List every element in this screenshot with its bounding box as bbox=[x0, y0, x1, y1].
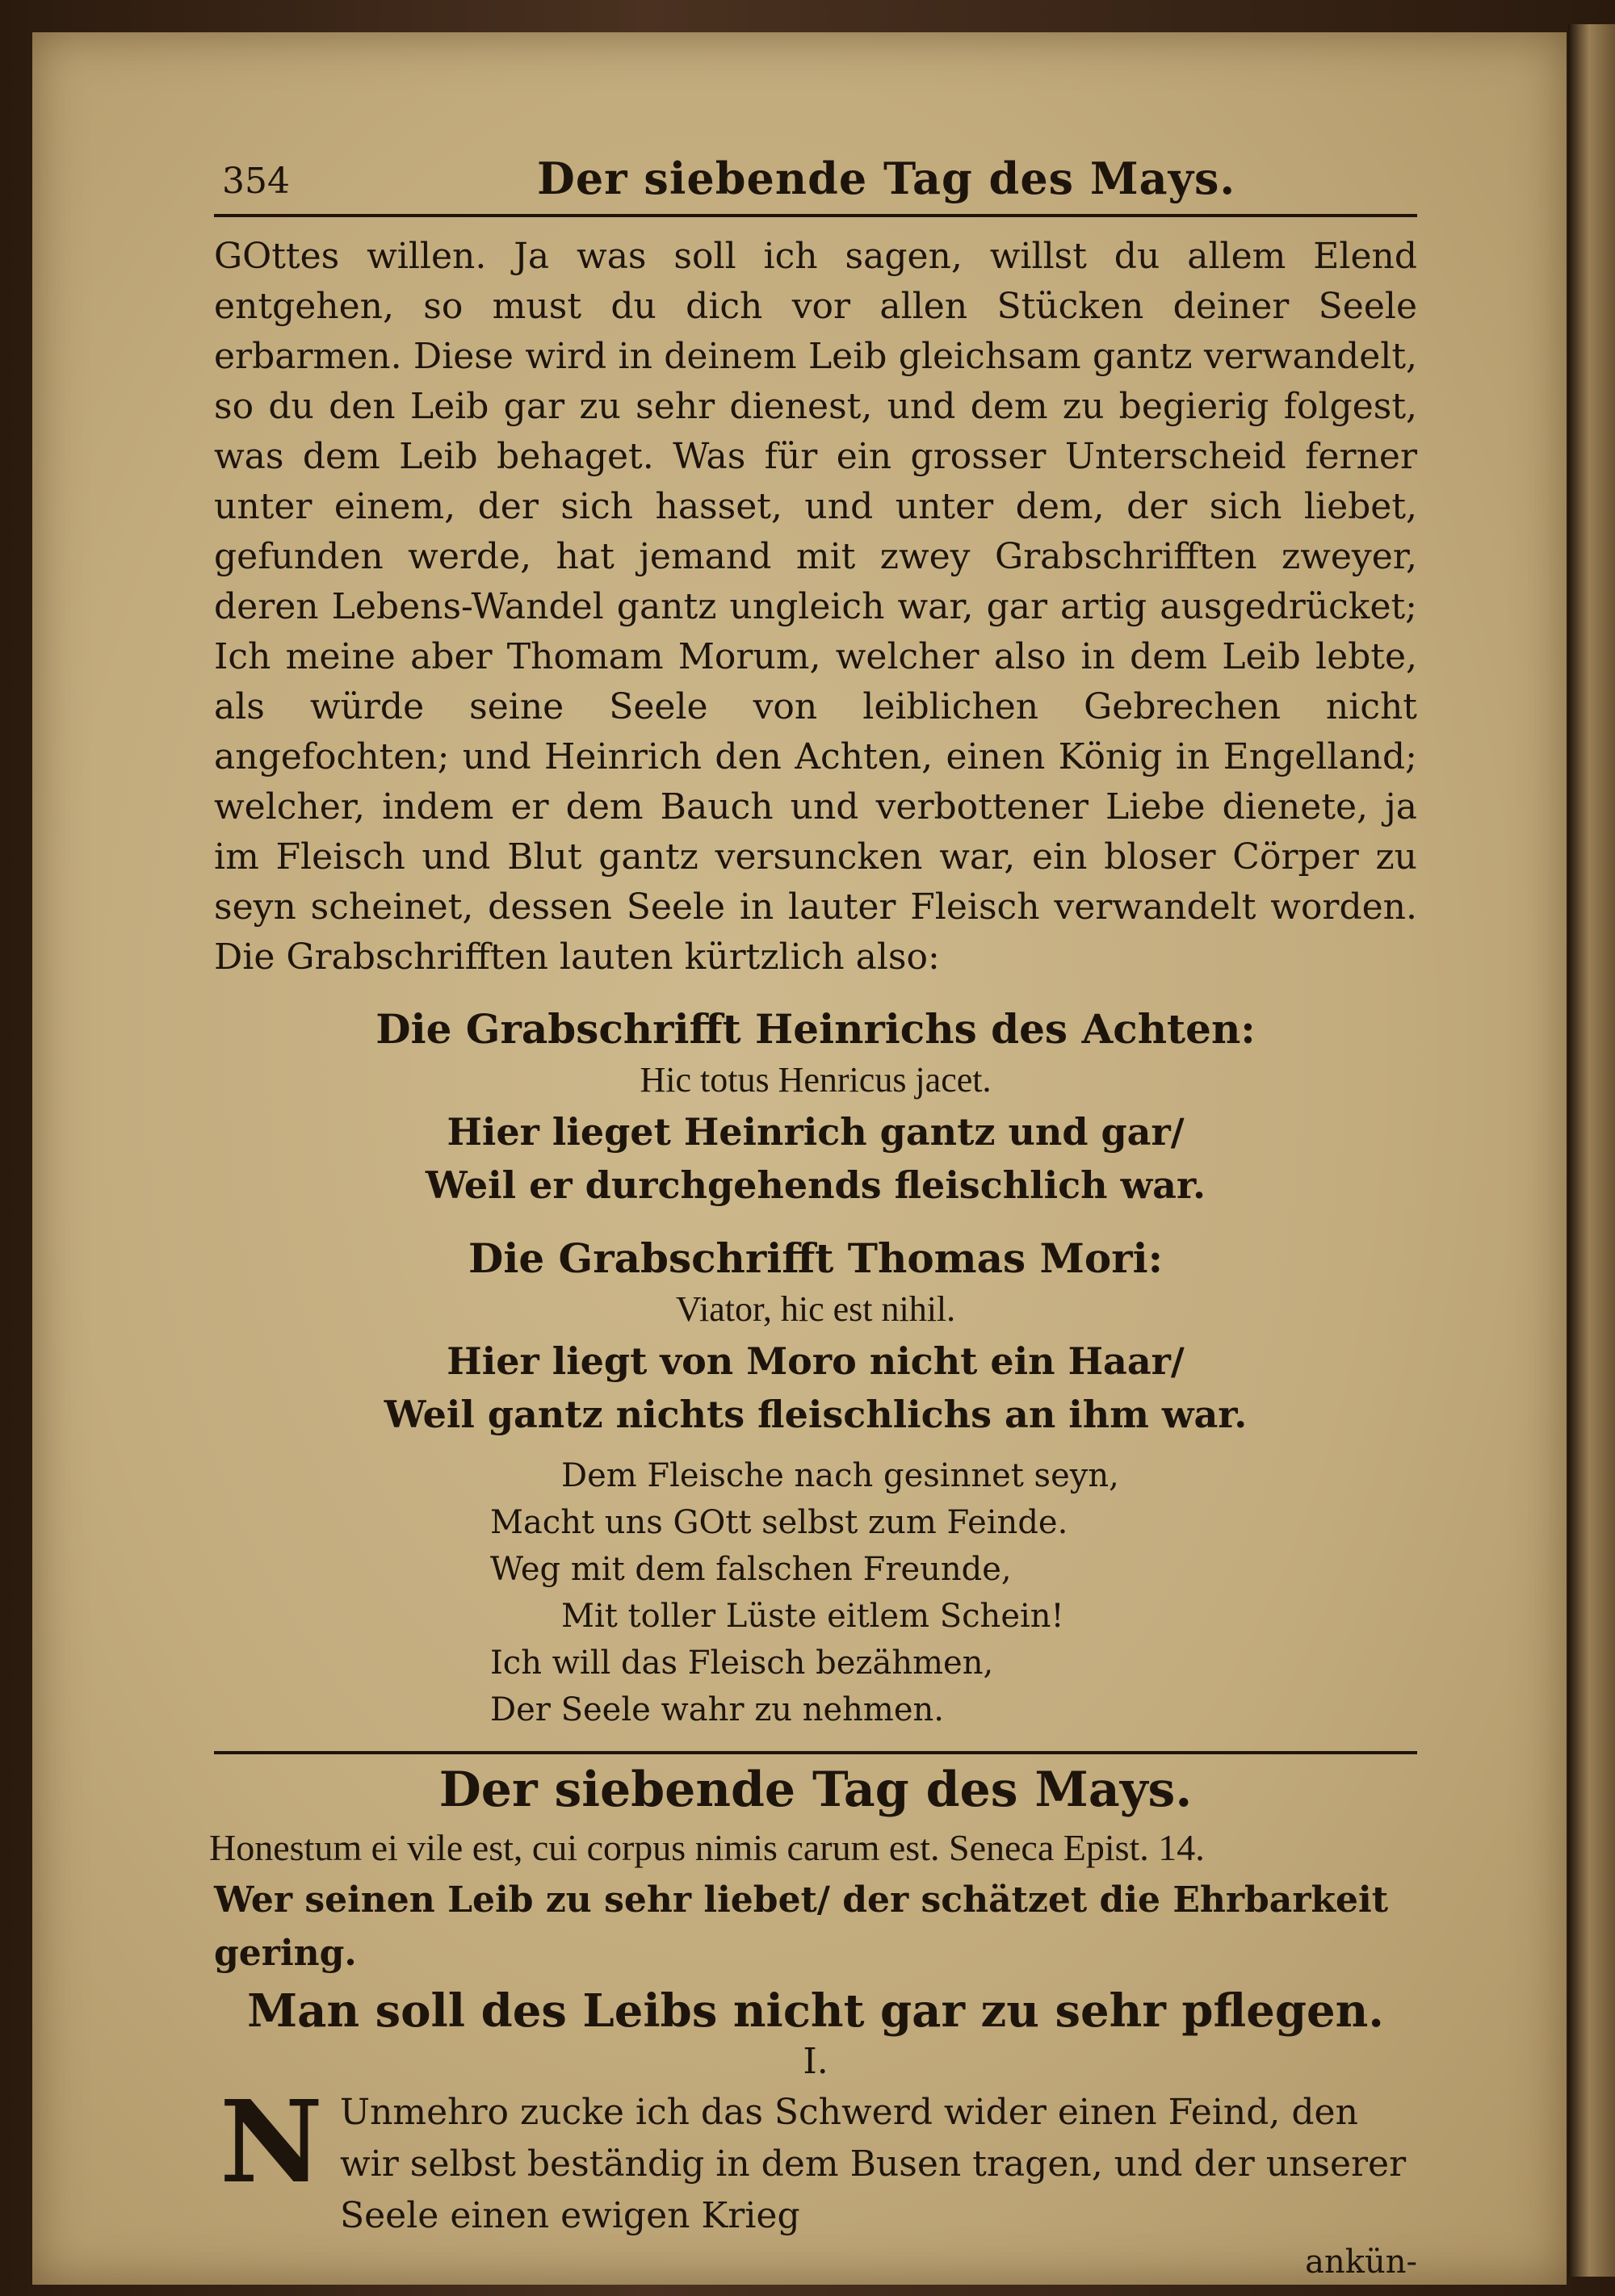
poem-line: Der Seele wahr zu nehmen. bbox=[490, 1691, 945, 1728]
epitaph-henry-line-1: Hier lieget Heinrich gantz und gar/ bbox=[447, 1110, 1185, 1154]
epitaph-more-latin: Viator, hic est nihil. bbox=[675, 1289, 956, 1329]
page-number: 354 bbox=[222, 161, 290, 202]
final-paragraph-text: Unmehro zucke ich das Schwerd wider einen Feind, den wir selbst beständig in dem Busen tragen, und der unserer Seele einen ewigen Krieg bbox=[340, 2092, 1407, 2236]
running-head-title: Der siebende Tag des Mays. bbox=[537, 153, 1236, 204]
poem-line: Weg mit dem falschen Freunde, bbox=[490, 1551, 1012, 1588]
section-number: I. bbox=[803, 2041, 828, 2082]
epitaph-more-line-2: Weil gantz nichts fleischlichs an ihm war. bbox=[384, 1393, 1248, 1436]
poem-line: Macht uns GOtt selbst zum Feinde. bbox=[490, 1504, 1068, 1541]
section-divider bbox=[214, 1751, 1417, 1754]
final-paragraph bbox=[214, 2076, 1417, 2282]
catchword: ankün- bbox=[1305, 2244, 1417, 2281]
poem-line: Mit toller Lüste eitlem Schein! bbox=[561, 1598, 1064, 1635]
page-content bbox=[209, 149, 1417, 2282]
day-title: Der siebende Tag des Mays. bbox=[438, 1762, 1193, 1818]
decorated-initial: N bbox=[220, 2076, 323, 2209]
opening-paragraph: GOttes willen. Ja was soll ich sagen, willst du allem Elend entgehen, so must du dich vor allen Stücken deiner Seele erbarmen. Diese wird in deinem Leib gleichsam gantz verwandelt, so du den Leib gar zu sehr dienest, und dem zu begierig folgest, was dem Leib behaget. Was für ein grosser Unterscheid ferner unter einem, der sich hasset, und unter dem, der sich liebet, gefunden werde, hat jemand mit zwey Grabschrifften zweyer, deren Lebens-Wandel gantz ungleich war, gar artig ausgedrücket; Ich meine aber Thomam Morum, welcher also in dem Leib lebte, als würde seine Seele von leiblichen Gebrechen nicht angefochten; und Heinrich den Achten, einen König in Engelland; welcher, indem er dem Bauch und verbottener Liebe dienete, ja im Fleisch und Blut gantz versuncken war, ein bloser Cörper zu seyn scheinet, dessen Seele in lauter Fleisch verwandelt worden. Die Grabschrifften lauten kürtzlich also: bbox=[214, 236, 1417, 978]
motto-latin: Honestum ei vile est, cui corpus nimis carum est. Seneca Epist. 14. bbox=[209, 1827, 1205, 1868]
poem-line: Ich will das Fleisch bezähmen, bbox=[490, 1644, 994, 1682]
motto-german: Wer seinen Leib zu sehr liebet/ der schätzet die Ehrbarkeit gering. bbox=[214, 1879, 1389, 1974]
poem-line: Dem Fleische nach gesinnet seyn, bbox=[561, 1457, 1119, 1494]
running-head bbox=[214, 149, 1417, 217]
epitaph-henry-line-2: Weil er durchgehends fleischlich war. bbox=[426, 1163, 1206, 1207]
facing-page-edge bbox=[1568, 24, 1615, 2277]
epitaph-more-line-1: Hier liegt von Moro nicht ein Haar/ bbox=[447, 1339, 1185, 1383]
epitaph-henry-heading: Die Grabschrifft Heinrichs des Achten: bbox=[375, 1005, 1256, 1053]
epitaph-more-heading: Die Grabschrifft Thomas Mori: bbox=[468, 1234, 1164, 1282]
section-title: Man soll des Leibs nicht gar zu sehr pflegen. bbox=[247, 1984, 1384, 2038]
poem bbox=[480, 1452, 1417, 1733]
epitaph-henry-latin: Hic totus Henricus jacet. bbox=[640, 1060, 992, 1100]
